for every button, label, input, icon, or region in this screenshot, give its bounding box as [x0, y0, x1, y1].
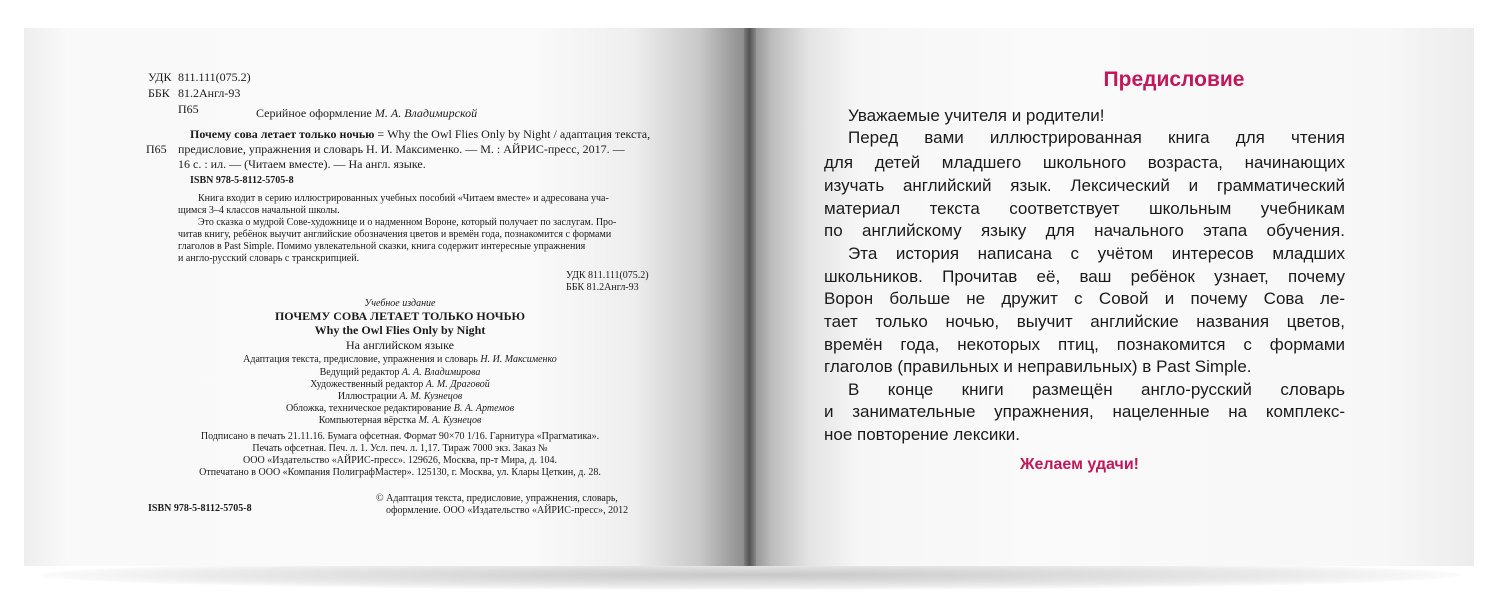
- edition-type: Учебное издание: [364, 298, 436, 309]
- adaptation-name: Н. И. Максименко: [480, 354, 557, 365]
- preface-line: для детей младшего школьного возраста, начинающих: [824, 153, 1345, 172]
- annotation-line: и англо-русский словарь с транскрипцией.: [178, 253, 360, 264]
- bib-mark: П65: [146, 142, 167, 156]
- preface-line: тает только ночью, выучит английские названия цветов,: [824, 312, 1345, 331]
- annotation-line: щимся 3–4 классов начальной школы.: [178, 205, 340, 216]
- adaptation-prefix: Адаптация текста, предисловие, упражнения и словарь: [243, 354, 481, 365]
- adaptation-line: [200, 353, 600, 366]
- credit-name: А. М. Драговой: [425, 379, 490, 390]
- preface-title: Предисловие: [1103, 68, 1245, 91]
- credit-name: М. А. Кузнецов: [418, 415, 482, 426]
- credit-role: Иллюстрации: [337, 391, 400, 402]
- bbk-right: ББК 81.2Англ-93: [566, 282, 639, 293]
- bib-line-3: 16 с. : ил. — (Читаем вместе). — На англ. языке.: [178, 157, 426, 171]
- annotation-line: глаголов в Past Simple. Помимо увлекательной сказки, книга содержит интересные упражнения: [178, 241, 586, 252]
- copyright-line: © Адаптация текста, предисловие, упражнения, словарь,: [376, 493, 618, 504]
- title-ru: ПОЧЕМУ СОВА ЛЕТАЕТ ТОЛЬКО НОЧЬЮ: [274, 309, 526, 323]
- udk-right: УДК 811.111(075.2): [566, 270, 649, 281]
- credit-role: Ведущий редактор: [319, 367, 402, 378]
- preface-line: времён года, некоторых птиц, познакомится с формами: [824, 335, 1345, 354]
- title-en: Why the Owl Flies Only by Night: [314, 323, 486, 337]
- preface-line: глаголов (правильных и неправильных) в Past Simple.: [824, 357, 1252, 376]
- preface-line: и занимательные упражнения, нацеленные на комплекс-: [824, 402, 1345, 421]
- credit-name: А. А. Владимирова: [401, 367, 481, 378]
- print-info-line: Подписано в печать 21.11.16. Бумага офсетная. Формат 90×70 1/16. Гарнитура «Прагматика».: [200, 431, 600, 442]
- preface-line: В конце книги размещён англо-русский словарь: [848, 380, 1345, 399]
- closing-wish: Желаем удачи!: [1020, 456, 1139, 473]
- annotation-line: Книга входит в серию иллюстрированных учебных пособий «Читаем вместе» и адресована уча-: [198, 193, 609, 204]
- bbk-label: ББК: [148, 86, 170, 100]
- bib-line-1-rest: = Why the Owl Flies Only by Night / адаптация текста,: [374, 127, 651, 141]
- udk-value: 811.111(075.2): [178, 70, 251, 84]
- bbk-value: 81.2Англ-93: [178, 86, 241, 100]
- preface-line: школьников. Прочитав её, ваш ребёнок узнает, почему: [824, 267, 1345, 286]
- isbn-bottom: ISBN 978-5-8112-5705-8: [148, 503, 252, 514]
- isbn-top: ISBN 978-5-8112-5705-8: [190, 175, 294, 186]
- credit-line: [200, 414, 600, 427]
- print-info-line: ООО «Издательство «АЙРИС-пресс». 129626, Москва, пр-т Мира, д. 104.: [243, 455, 557, 466]
- preface-line: Ворон больше не дружит с Совой и почему Сова ле-: [824, 289, 1345, 308]
- bib-line-1: [190, 127, 650, 142]
- book-spine-fold: [744, 28, 756, 566]
- preface-line: по английскому языку для начального этапа обучения.: [824, 221, 1345, 240]
- preface-line: изучать английский язык. Лексический и грамматический: [824, 176, 1345, 195]
- preface-line: Эта история написана с учётом интересов младших: [848, 244, 1345, 263]
- language-note: На английском языке: [346, 338, 454, 352]
- credit-role: Художественный редактор: [310, 379, 426, 390]
- author-mark: П65: [178, 102, 199, 116]
- copyright-line: оформление. ООО «Издательство «АЙРИС-пресс», 2012: [386, 505, 629, 516]
- print-info-line: Печать офсетная. Печ. л. 1. Усл. печ. л. 1,17. Тираж 7000 экз. Заказ №: [252, 443, 548, 454]
- preface-line: ное повторение лексики.: [824, 425, 1021, 444]
- credit-name: А. М. Кузнецов: [399, 391, 463, 402]
- series-design-prefix: Серийное оформление: [256, 106, 375, 120]
- credit-role: Компьютерная вёрстка: [318, 415, 419, 426]
- credit-role: Обложка, техническое редактирование: [285, 403, 454, 414]
- preface-line: Перед вами иллюстрированная книга для чтения: [848, 128, 1345, 147]
- annotation-line: читав книгу, ребёнок выучит английские обозначения цветов и времён года, познакомится с формами: [178, 229, 612, 240]
- preface-line: Уважаемые учителя и родители!: [848, 106, 1105, 125]
- preface-line: материал текста соответствует школьным учебникам: [824, 199, 1345, 218]
- bib-line-2: предисловие, упражнения и словарь Н. И. Максименко. — М. : АЙРИС-пресс, 2017. —: [178, 142, 625, 156]
- credit-name: В. А. Артемов: [453, 403, 515, 414]
- series-design: [256, 106, 477, 121]
- print-info-line: Отпечатано в ООО «Компания ПолиграфМастер». 125130, г. Москва, ул. Клары Цеткин, д. 28.: [199, 467, 601, 478]
- udk-label: УДК: [148, 70, 172, 84]
- annotation-line: Это сказка о мудрой Сове-художнице и о надменном Вороне, который получает по заслугам. Про-: [198, 217, 617, 228]
- bib-title-bold: Почему сова летает только ночью: [190, 127, 375, 141]
- series-design-name: М. А. Владимирской: [374, 106, 478, 120]
